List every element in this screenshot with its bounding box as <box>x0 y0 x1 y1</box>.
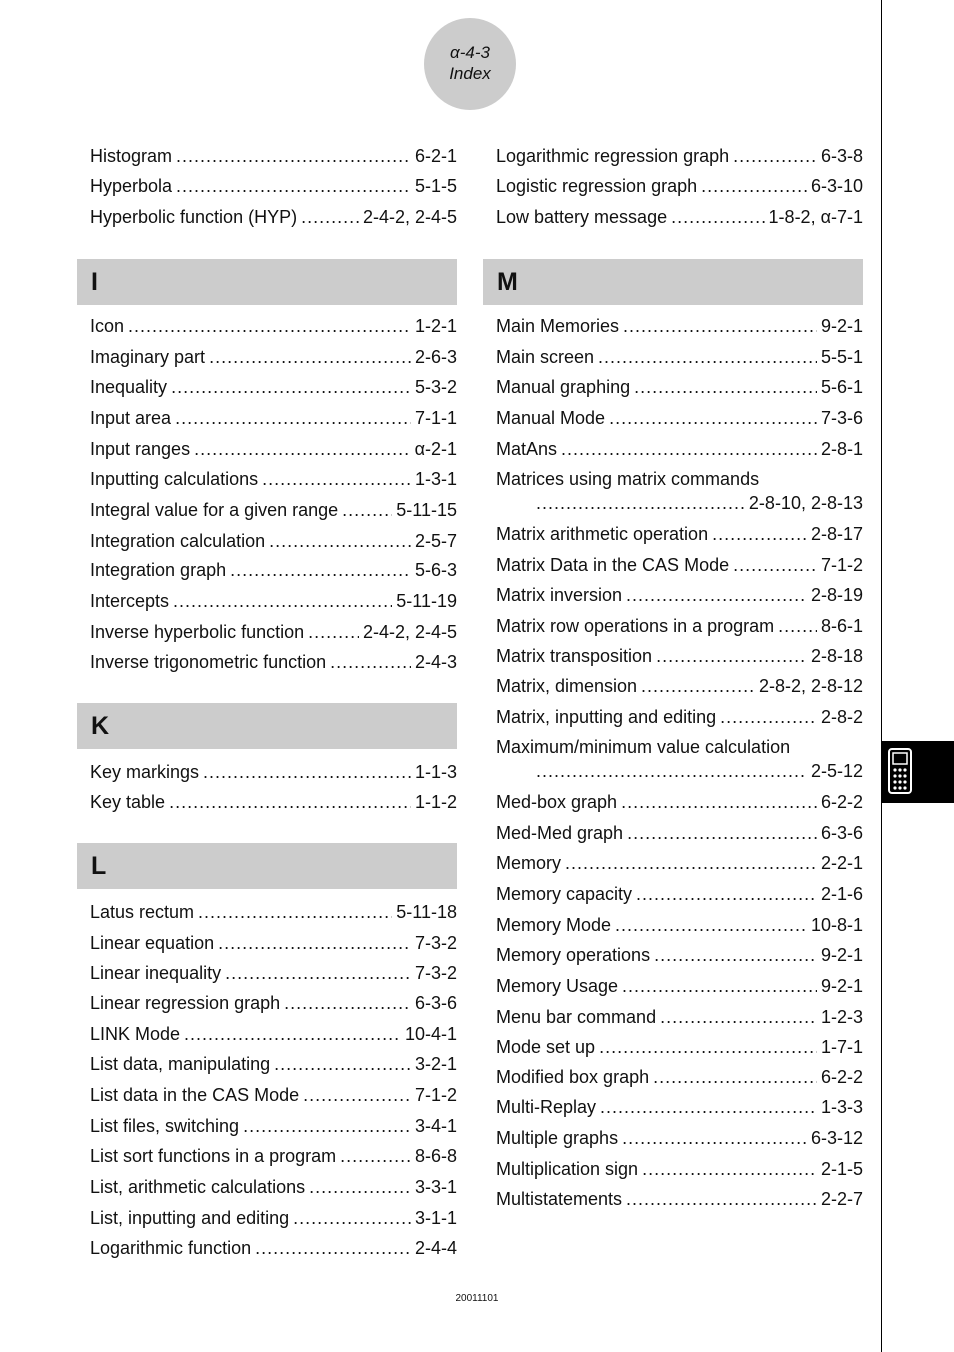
entry-term: Matrix, inputting and editing <box>496 707 717 727</box>
entry-term: Memory Usage <box>496 976 619 996</box>
index-entry <box>496 975 863 1005</box>
footer-code: 20011101 <box>455 1293 499 1304</box>
index-entry <box>90 1023 457 1053</box>
index-entry-continuation <box>496 492 863 522</box>
entry-page: 2-2-1 <box>820 853 863 873</box>
entry-page: 6-3-10 <box>810 176 863 196</box>
entry-term: Low battery message <box>496 207 668 227</box>
index-entry <box>90 530 457 560</box>
index-entry <box>496 706 863 736</box>
index-entry <box>496 645 863 675</box>
entry-term: Memory capacity <box>496 884 633 904</box>
entry-page: 2-4-4 <box>414 1238 457 1258</box>
index-entry <box>496 1188 863 1218</box>
entry-term: Histogram <box>90 146 173 166</box>
entry-term: Manual graphing <box>496 377 631 397</box>
index-entry <box>496 791 863 821</box>
entry-page: 3-4-1 <box>414 1116 457 1136</box>
index-entry <box>90 346 457 376</box>
entry-page: 3-2-1 <box>414 1054 457 1074</box>
entry-term: MatAns <box>496 439 558 459</box>
calculator-icon <box>888 748 912 794</box>
section-heading-l: L <box>77 843 457 889</box>
index-entry <box>496 883 863 913</box>
entry-page: 7-3-2 <box>414 933 457 953</box>
entry-term: Multi-Replay <box>496 1097 597 1117</box>
entry-page: 2-8-2 <box>820 707 863 727</box>
entry-page: 1-7-1 <box>820 1037 863 1057</box>
entry-term: Matrix Data in the CAS Mode <box>496 555 730 575</box>
entry-term: Mode set up <box>496 1037 596 1057</box>
entry-term: Med-box graph <box>496 792 618 812</box>
entry-page: 5-6-1 <box>820 377 863 397</box>
entry-term: Linear regression graph <box>90 993 281 1013</box>
entry-term: Multistatements <box>496 1189 623 1209</box>
entry-page: 2-8-1 <box>820 439 863 459</box>
index-entry <box>90 407 457 437</box>
entry-term: Multiplication sign <box>496 1159 639 1179</box>
index-entry <box>90 376 457 406</box>
entry-page: 2-5-12 <box>810 761 863 781</box>
entry-term: Inequality <box>90 377 168 397</box>
entry-term: Integral value for a given range <box>90 500 339 520</box>
entry-term: Hyperbola <box>90 176 173 196</box>
entry-term: Multiple graphs <box>496 1128 619 1148</box>
index-entry <box>90 791 457 821</box>
entry-page: 9-2-1 <box>820 316 863 336</box>
section-heading-i: I <box>77 259 457 305</box>
entry-page: 2-8-2, 2-8-12 <box>758 676 863 696</box>
entry-page: 1-1-2 <box>414 792 457 812</box>
entry-term: Matrix, dimension <box>496 676 638 696</box>
page-badge <box>424 18 516 110</box>
entry-term: Memory operations <box>496 945 651 965</box>
entry-page: α-2-1 <box>414 439 457 459</box>
entry-term: Logistic regression graph <box>496 176 698 196</box>
entry-page: 3-3-1 <box>414 1177 457 1197</box>
index-entry <box>90 1237 457 1267</box>
entry-term: Main Memories <box>496 316 620 336</box>
index-entry <box>496 523 863 553</box>
entry-page: 2-1-5 <box>820 1159 863 1179</box>
index-entry <box>496 438 863 468</box>
entry-term: Main screen <box>496 347 595 367</box>
index-entry <box>90 145 457 175</box>
entry-term: Memory <box>496 853 562 873</box>
index-entry <box>90 1084 457 1114</box>
entry-page: 2-1-6 <box>820 884 863 904</box>
entry-page: 5-1-5 <box>414 176 457 196</box>
section-heading-m: M <box>483 259 863 305</box>
index-entry <box>90 901 457 931</box>
index-entry <box>90 932 457 962</box>
index-entry-continuation <box>496 760 863 790</box>
index-entry <box>496 1096 863 1126</box>
entry-page: 6-3-8 <box>820 146 863 166</box>
index-entry <box>496 615 863 645</box>
entry-page: 6-2-2 <box>820 792 863 812</box>
entry-page: 8-6-8 <box>414 1146 457 1166</box>
index-entry <box>90 1207 457 1237</box>
entry-page: 6-3-12 <box>810 1128 863 1148</box>
index-entry <box>90 761 457 791</box>
entry-term: Matrices using matrix commands <box>496 469 760 489</box>
index-entry <box>496 944 863 974</box>
index-entry <box>496 1006 863 1036</box>
index-entry <box>496 1036 863 1066</box>
entry-term: List, arithmetic calculations <box>90 1177 306 1197</box>
index-entry <box>90 1053 457 1083</box>
entry-page: 7-3-2 <box>414 963 457 983</box>
entry-page: 2-4-2, 2-4-5 <box>362 207 457 227</box>
entry-term: Matrix inversion <box>496 585 623 605</box>
entry-term: Manual Mode <box>496 408 606 428</box>
entry-page: 7-3-6 <box>820 408 863 428</box>
index-entry <box>90 175 457 205</box>
entry-term: List sort functions in a program <box>90 1146 337 1166</box>
entry-page: 5-6-3 <box>414 560 457 580</box>
entry-term: Input ranges <box>90 439 191 459</box>
entry-page: 1-1-3 <box>414 762 457 782</box>
entry-term: LINK Mode <box>90 1024 181 1044</box>
page-section-label: Index <box>449 64 491 83</box>
entry-term: List files, switching <box>90 1116 240 1136</box>
index-entry <box>496 145 863 175</box>
entry-page: 3-1-1 <box>414 1208 457 1228</box>
chapter-tab <box>882 741 954 803</box>
entry-page: 8-6-1 <box>820 616 863 636</box>
section-heading-k: K <box>77 703 457 749</box>
entry-page: 1-8-2, α-7-1 <box>768 207 863 227</box>
index-entry <box>90 1115 457 1145</box>
index-entry <box>496 914 863 944</box>
index-entry <box>496 1158 863 1188</box>
index-entry <box>90 621 457 651</box>
entry-page: 2-6-3 <box>414 347 457 367</box>
index-entry <box>90 206 457 236</box>
entry-term: Menu bar command <box>496 1007 657 1027</box>
entry-page: 6-3-6 <box>414 993 457 1013</box>
entry-page: 1-2-3 <box>820 1007 863 1027</box>
entry-term: Imaginary part <box>90 347 206 367</box>
index-entry <box>496 315 863 345</box>
index-entry <box>496 584 863 614</box>
index-entry <box>496 407 863 437</box>
entry-term: List data in the CAS Mode <box>90 1085 300 1105</box>
index-entry <box>90 559 457 589</box>
entry-term: Logarithmic regression graph <box>496 146 730 166</box>
entry-term: List data, manipulating <box>90 1054 271 1074</box>
entry-term: Matrix arithmetic operation <box>496 524 709 544</box>
entry-page: 9-2-1 <box>820 945 863 965</box>
entry-term: Icon <box>90 316 125 336</box>
entry-term: Hyperbolic function (HYP) <box>90 207 298 227</box>
entry-page: 2-8-18 <box>810 646 863 666</box>
entry-page: 10-4-1 <box>404 1024 457 1044</box>
index-entry <box>90 468 457 498</box>
entry-page: 2-8-19 <box>810 585 863 605</box>
index-entry <box>90 1176 457 1206</box>
index-entry <box>90 1145 457 1175</box>
entry-page: 7-1-1 <box>414 408 457 428</box>
entry-page: 2-8-17 <box>810 524 863 544</box>
index-entry <box>90 962 457 992</box>
entry-term: Integration graph <box>90 560 227 580</box>
entry-page: 9-2-1 <box>820 976 863 996</box>
page-number: α-4-3 <box>450 43 490 62</box>
entry-term: Linear equation <box>90 933 215 953</box>
entry-page: 5-3-2 <box>414 377 457 397</box>
entry-term: Inverse trigonometric function <box>90 652 327 672</box>
entry-page: 7-1-2 <box>820 555 863 575</box>
entry-term: Intercepts <box>90 591 170 611</box>
entry-term: Linear inequality <box>90 963 222 983</box>
entry-term: Logarithmic function <box>90 1238 252 1258</box>
index-entry <box>496 206 863 236</box>
index-entry <box>496 1127 863 1157</box>
entry-page: 5-11-18 <box>396 902 457 922</box>
right-margin-rule <box>881 0 882 1352</box>
entry-term: Input area <box>90 408 172 428</box>
entry-term: Maximum/minimum value calculation <box>496 737 791 757</box>
entry-term: Memory Mode <box>496 915 612 935</box>
entry-page: 1-3-3 <box>820 1097 863 1117</box>
entry-term: Matrix row operations in a program <box>496 616 775 636</box>
entry-page: 2-5-7 <box>414 531 457 551</box>
entry-page: 1-2-1 <box>414 316 457 336</box>
entry-term: Med-Med graph <box>496 823 624 843</box>
index-entry <box>496 1066 863 1096</box>
entry-page: 2-4-2, 2-4-5 <box>362 622 457 642</box>
index-entry <box>496 346 863 376</box>
entry-term: Key markings <box>90 762 200 782</box>
entry-page: 10-8-1 <box>810 915 863 935</box>
index-entry <box>90 438 457 468</box>
index-entry <box>496 852 863 882</box>
entry-page: 7-1-2 <box>414 1085 457 1105</box>
index-entry <box>90 590 457 620</box>
entry-page: 5-11-15 <box>396 500 457 520</box>
entry-page: 5-11-19 <box>396 591 457 611</box>
entry-term: List, inputting and editing <box>90 1208 290 1228</box>
index-entry <box>90 499 457 529</box>
entry-term: Key table <box>90 792 166 812</box>
entry-page: 5-5-1 <box>820 347 863 367</box>
entry-page: 2-2-7 <box>820 1189 863 1209</box>
entry-term: Inputting calculations <box>90 469 259 489</box>
index-entry <box>90 651 457 681</box>
index-entry <box>496 675 863 705</box>
index-entry <box>496 554 863 584</box>
index-entry <box>90 992 457 1022</box>
entry-page: 2-4-3 <box>414 652 457 672</box>
entry-term: Inverse hyperbolic function <box>90 622 305 642</box>
entry-page: 6-3-6 <box>820 823 863 843</box>
entry-term: Matrix transposition <box>496 646 653 666</box>
index-entry <box>90 315 457 345</box>
entry-page: 2-8-10, 2-8-13 <box>748 493 863 513</box>
entry-term: Modified box graph <box>496 1067 650 1087</box>
entry-page: 6-2-1 <box>414 146 457 166</box>
entry-term: Latus rectum <box>90 902 195 922</box>
index-entry <box>496 822 863 852</box>
entry-page: 1-3-1 <box>414 469 457 489</box>
entry-page: 6-2-2 <box>820 1067 863 1087</box>
entry-term: Integration calculation <box>90 531 266 551</box>
index-entry <box>496 376 863 406</box>
index-entry <box>496 175 863 205</box>
